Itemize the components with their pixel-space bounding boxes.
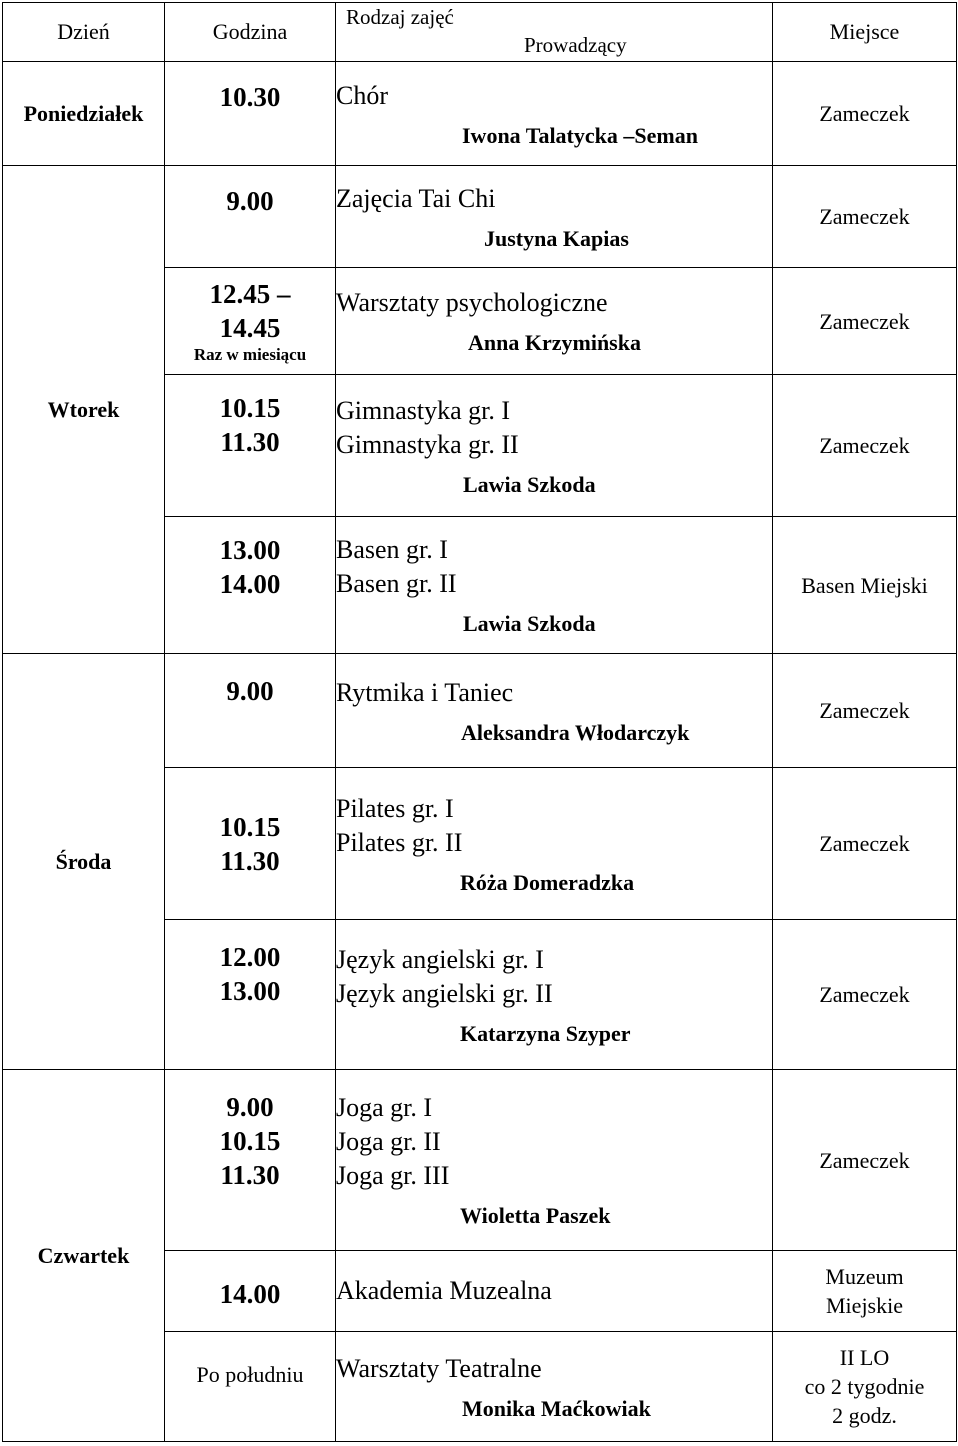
time-cell [165,920,336,1070]
activity-cell [336,268,773,375]
place-name: Zameczek [819,433,910,458]
activity-cell [336,920,773,1070]
place-name: Zameczek [819,1147,910,1173]
time-cell [165,268,336,375]
activity-name: Język angielski gr. I [336,944,544,974]
activity-cell [336,375,773,517]
time-cell [165,62,336,166]
activity-cell [336,654,773,768]
place-cell [773,375,957,517]
instructor-name: Róża Domeradzka [460,869,635,895]
activity-cell [336,1070,773,1251]
day-monday: Poniedziałek [3,62,165,166]
place-cell [773,1251,957,1332]
time-value: 10.15 [219,811,281,842]
instructor-name: Katarzyna Szyper [460,1020,631,1046]
activity-name: Gimnastyka gr. I [336,395,511,425]
place-name: Miejskie [826,1293,903,1318]
time-cell [165,375,336,517]
place-name: Zameczek [819,698,910,723]
activity-cell [336,768,773,920]
time-cell [165,166,336,268]
activity-name: Pilates gr. I [336,793,454,823]
time-value: 10.15 [219,1126,281,1156]
time-value: 12.45 – [209,279,291,309]
activity-name: Rytmika i Taniec [336,677,514,707]
table-row [3,1070,957,1251]
day-wednesday: Środa [3,654,165,1070]
activity-name: Joga gr. III [336,1161,450,1190]
time-value: 11.30 [220,1160,280,1190]
header-place: Miejsce [773,3,957,62]
instructor-name: Wioletta Paszek [460,1203,611,1228]
time-cell [165,1070,336,1251]
time-cell [165,517,336,654]
activity-cell [336,1332,773,1442]
place-name: Zameczek [819,204,910,229]
time-cell [165,768,336,920]
instructor-name: Anna Krzymińska [468,330,641,355]
table-row [3,654,957,768]
time-value: 11.30 [220,427,280,457]
activity-name: Pilates gr. II [336,827,463,857]
place-cell [773,920,957,1070]
time-value: 10.30 [219,82,281,112]
activity-name: Chór [336,80,388,110]
place-name: II LO [839,1345,890,1370]
place-name: Zameczek [819,982,910,1007]
instructor-name: Iwona Talatycka –Seman [462,122,698,148]
header-instructor: Prowadzący [524,33,627,57]
header-day: Dzień [3,3,165,62]
place-name: co 2 tygodnie [804,1374,925,1399]
activity-cell [336,517,773,654]
place-cell [773,768,957,920]
time-value: 14.00 [219,1279,281,1309]
time-value: 10.15 [219,393,281,423]
activity-name: Joga gr. I [336,1093,433,1122]
header-time: Godzina [165,3,336,62]
table-row [3,62,957,166]
activity-name: Basen gr. I [336,535,448,564]
header-row [3,3,957,62]
instructor-name: Monika Maćkowiak [462,1395,651,1421]
place-cell [773,1070,957,1251]
time-cell [165,1251,336,1332]
place-cell [773,654,957,768]
time-value: 11.30 [220,845,280,876]
place-cell [773,1332,957,1442]
place-name: Zameczek [819,831,910,856]
time-value: 13.00 [219,535,281,565]
instructor-name: Lawia Szkoda [463,611,596,636]
activity-name: Basen gr. II [336,569,457,598]
time-value: 12.00 [219,942,281,972]
time-value: 14.45 [219,313,281,343]
time-cell [165,1332,336,1442]
place-name: Zameczek [819,101,910,126]
place-cell [773,62,957,166]
place-name: Zameczek [819,308,910,334]
instructor-name: Justyna Kapias [484,225,629,251]
day-tuesday: Wtorek [3,166,165,654]
activity-name: Joga gr. II [336,1127,441,1156]
place-cell [773,517,957,654]
activity-name: Warsztaty Teatralne [336,1353,542,1383]
activity-name: Język angielski gr. II [336,978,553,1008]
activity-cell [336,166,773,268]
activity-name: Warsztaty psychologiczne [336,288,608,317]
instructor-name: Lawia Szkoda [463,471,596,497]
table-row [3,166,957,268]
time-cell [165,654,336,768]
header-activity: Rodzaj zajęć [346,5,454,29]
place-name: 2 godz. [832,1403,897,1428]
time-value: 13.00 [219,976,281,1006]
day-thursday: Czwartek [3,1070,165,1442]
place-cell [773,166,957,268]
activity-cell [336,62,773,166]
place-name: Basen Miejski [801,572,928,598]
instructor-name: Aleksandra Włodarczyk [461,719,690,745]
time-value: Po południu [196,1362,304,1387]
activity-name: Zajęcia Tai Chi [336,183,496,213]
activity-cell [336,1251,773,1332]
header-activity-cell [336,3,773,62]
time-value: 9.00 [226,676,274,706]
schedule-table [2,2,957,1442]
place-cell [773,268,957,375]
time-note: Raz w miesiącu [193,345,307,364]
time-value: 14.00 [219,569,281,599]
time-value: 9.00 [226,186,274,216]
place-name: Muzeum [825,1264,904,1289]
time-value: 9.00 [226,1092,274,1122]
activity-name: Akademia Muzealna [336,1276,552,1305]
activity-name: Gimnastyka gr. II [336,429,519,459]
